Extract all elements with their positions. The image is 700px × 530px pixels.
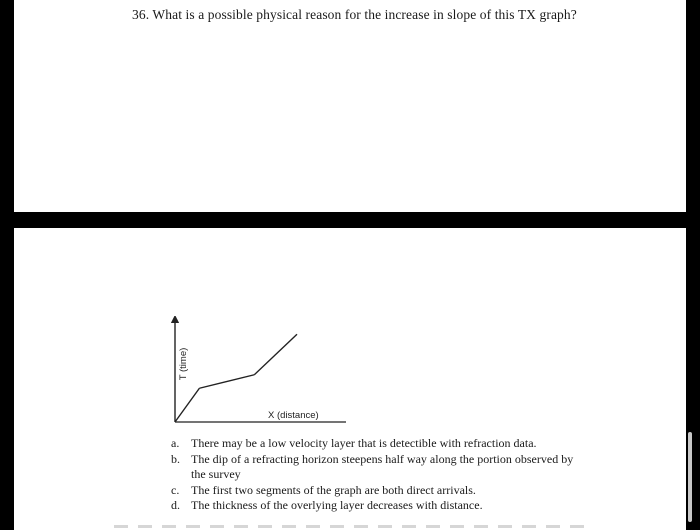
option-b[interactable] <box>171 452 586 483</box>
page-upper <box>14 0 686 212</box>
option-text: The first two segments of the graph are both direct arrivals. <box>191 482 476 497</box>
question-text: 36. What is a possible physical reason for the increase in slope of this TX graph? <box>132 7 577 22</box>
next-question-cutoff <box>114 525 584 528</box>
option-letter: a. <box>171 436 180 450</box>
option-c[interactable] <box>171 483 586 499</box>
option-d[interactable] <box>171 498 586 514</box>
x-axis-label: X (distance) <box>268 410 319 421</box>
tx-line-segment-1 <box>175 388 199 422</box>
tx-line-segment-3 <box>254 334 297 375</box>
tx-line-segment-2 <box>199 375 254 389</box>
option-a[interactable] <box>171 436 586 452</box>
option-letter: c. <box>171 482 180 497</box>
option-letter: d. <box>171 498 180 512</box>
tx-graph <box>164 316 364 426</box>
option-text: The dip of a refracting horizon steepens half way along the portion observed by the survey <box>191 451 574 481</box>
answer-options <box>171 436 586 514</box>
y-axis-label: T (time) <box>178 347 189 381</box>
option-text: The thickness of the overlying layer decreases with distance. <box>191 498 483 512</box>
scrollbar[interactable] <box>688 432 692 522</box>
series-layer <box>175 334 297 422</box>
option-letter: b. <box>171 451 180 466</box>
option-text: There may be a low velocity layer that is detectible with refraction data. <box>191 436 537 450</box>
page-lower <box>14 228 686 530</box>
